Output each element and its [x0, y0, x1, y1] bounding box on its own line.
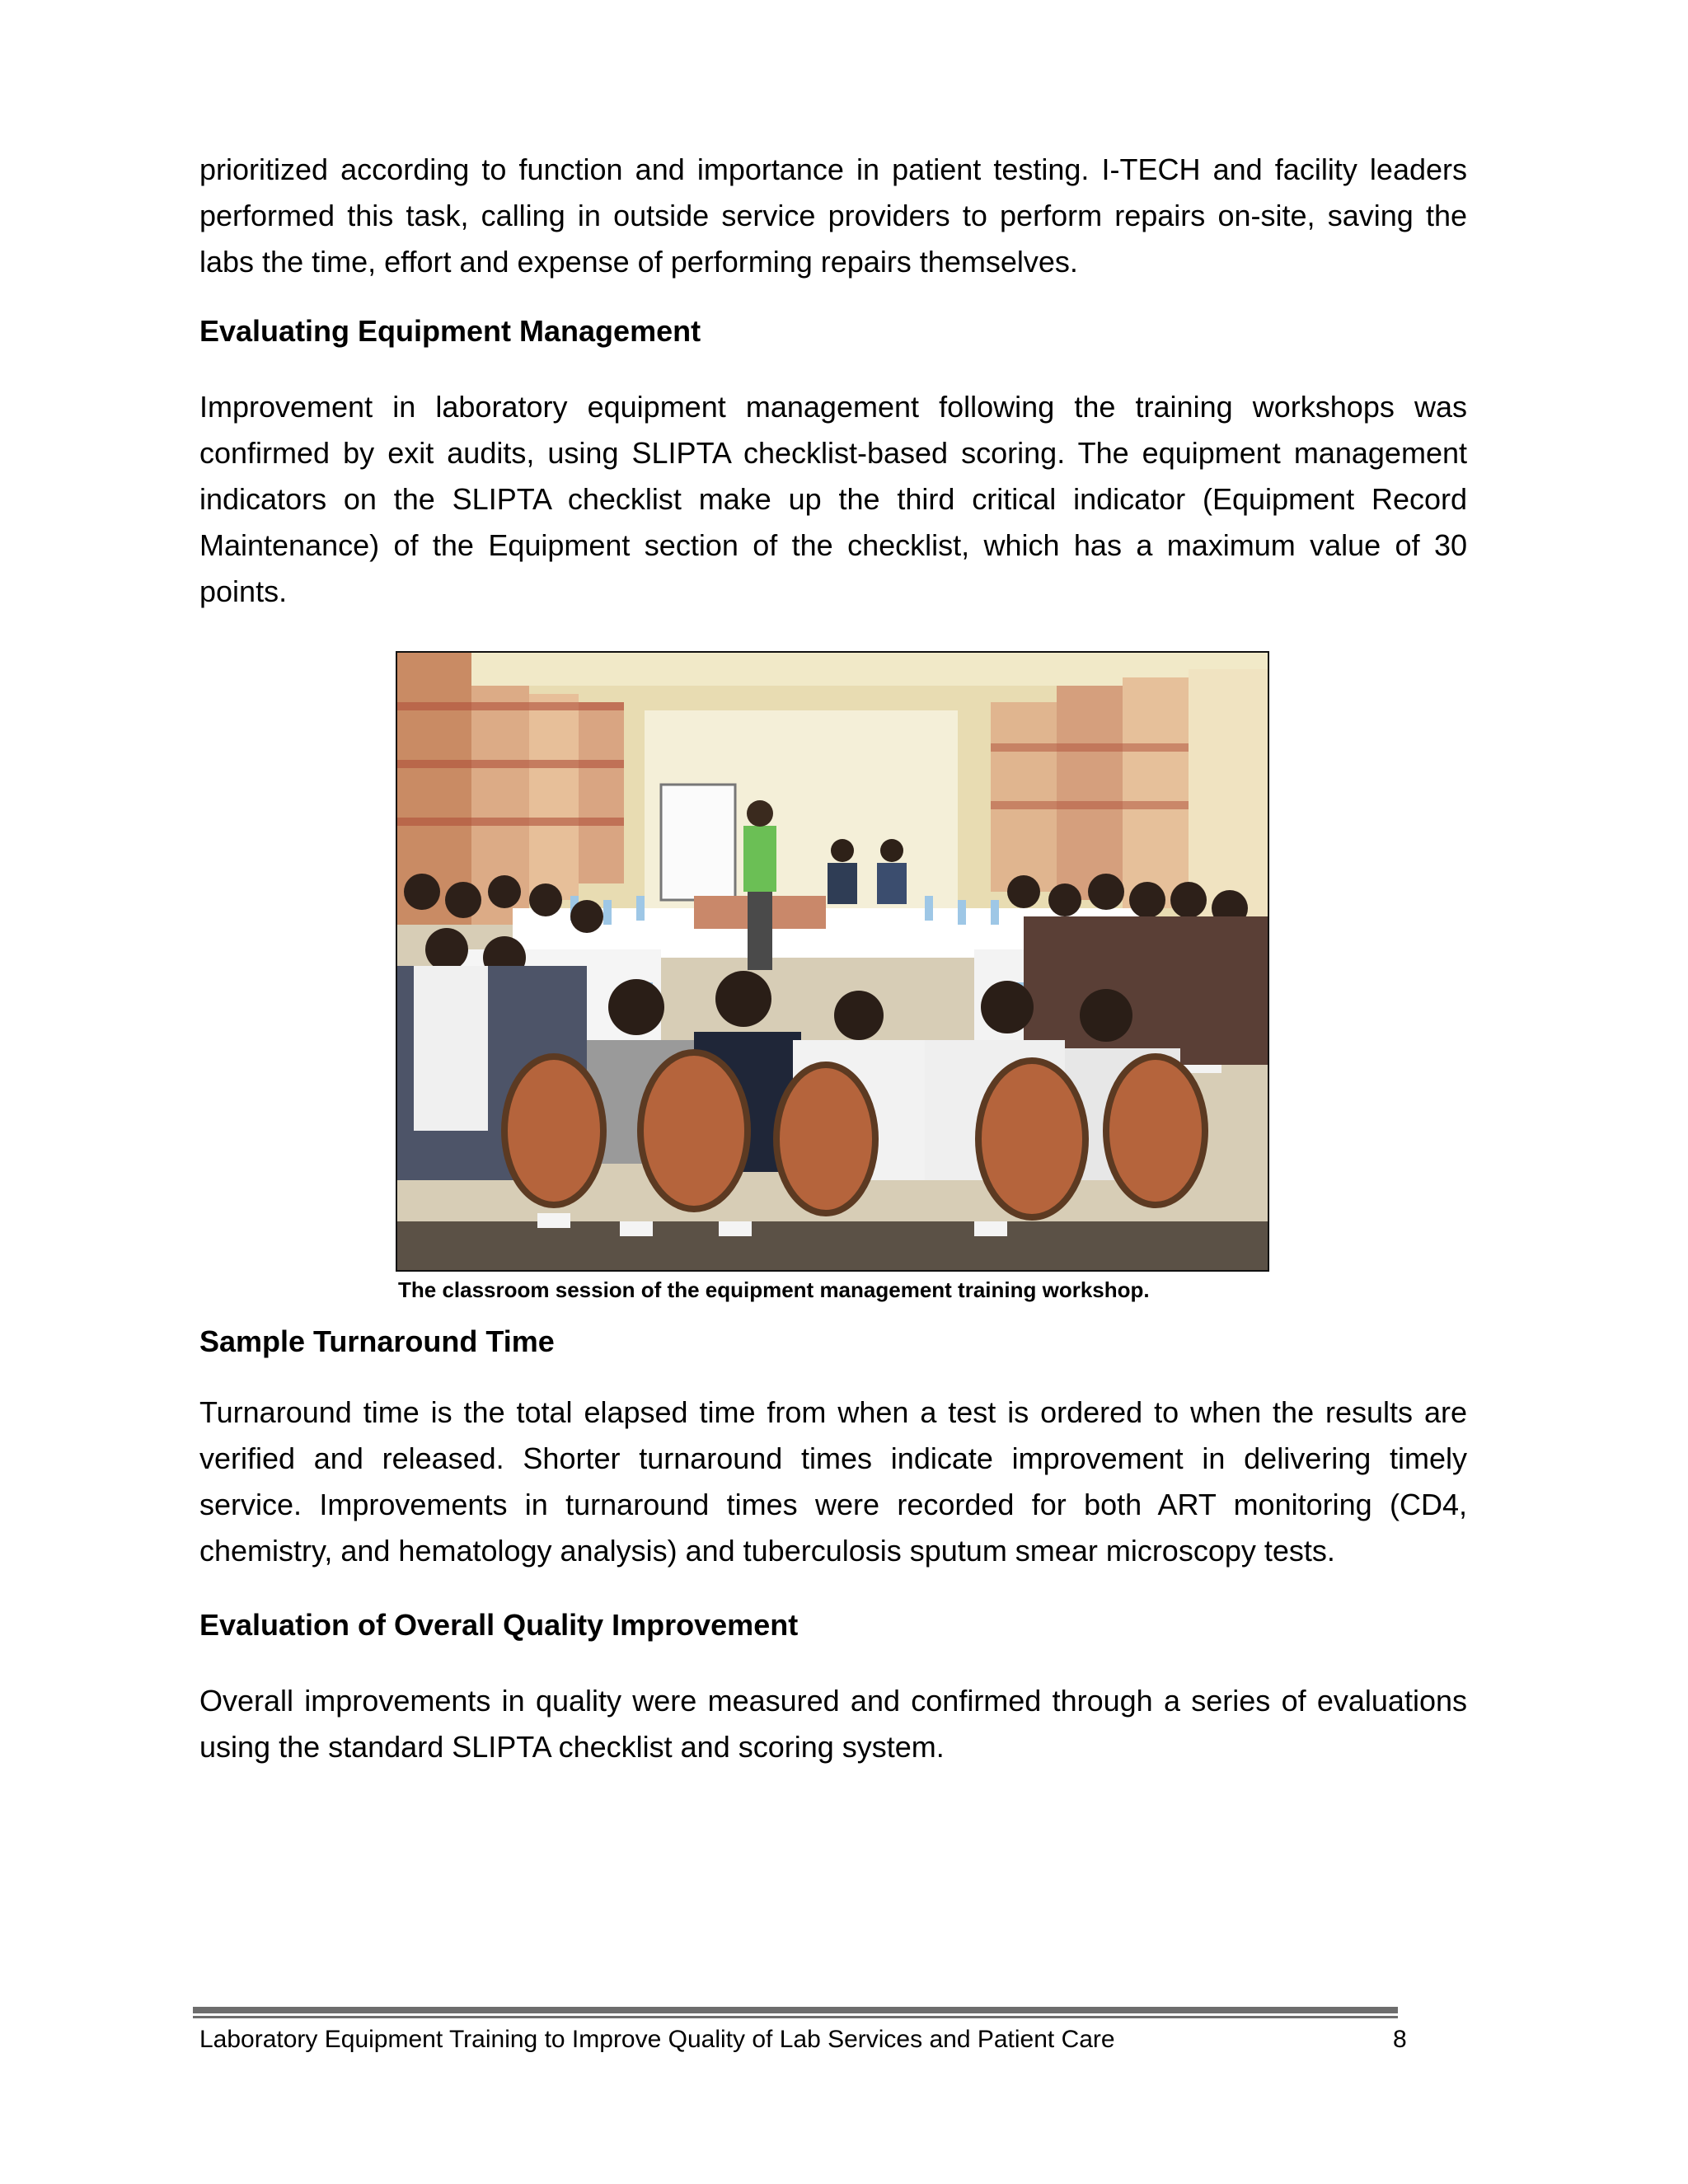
footer-rule-thin: [193, 2016, 1398, 2018]
section-body-turnaround-time: Turnaround time is the total elapsed time from when a test is ordered to when the results are verified and released. Shorter turnaround times indicate improvement in delivering timely service. Improvements in turnaround times were recorded for both ART monitoring (CD4, chemistry, and hematology analysis) and tuberculosis sputum smear microscopy tests.: [199, 1395, 1467, 1568]
section-body-equipment-management: Improvement in laboratory equipment management following the training workshops was confirmed by exit audits, using SLIPTA checklist-based scoring. The equipment management indicators on the SLIPTA checklist make up the third critical indicator (Equipment Record Maintenance) of the Equipment section of the checklist, which has a maximum value of 30 points.: [199, 390, 1467, 608]
page-number: 8: [1393, 2026, 1407, 2053]
footer-rule: [193, 2007, 1398, 2013]
section-body-quality-improvement: Overall improvements in quality were measured and confirmed through a series of evaluations using the standard SLIPTA checklist and scoring system.: [199, 1684, 1467, 1764]
figure-caption: The classroom session of the equipment management training workshop.: [398, 1277, 1150, 1302]
section-heading-equipment-management: Evaluating Equipment Management: [199, 314, 701, 348]
section-heading-quality-improvement: Evaluation of Overall Quality Improvement: [199, 1608, 799, 1642]
intro-paragraph: prioritized according to function and importance in patient testing. I-TECH and facility leaders performed this task, calling in outside service providers to perform repairs on-site, saving the labs the time, effort and expense of performing repairs themselves.: [199, 152, 1467, 279]
workshop-photo: [396, 651, 1269, 1272]
section-heading-turnaround-time: Sample Turnaround Time: [199, 1324, 555, 1358]
footer-title: Laboratory Equipment Training to Improve Quality of Lab Services and Patient Care: [199, 2026, 1115, 2053]
